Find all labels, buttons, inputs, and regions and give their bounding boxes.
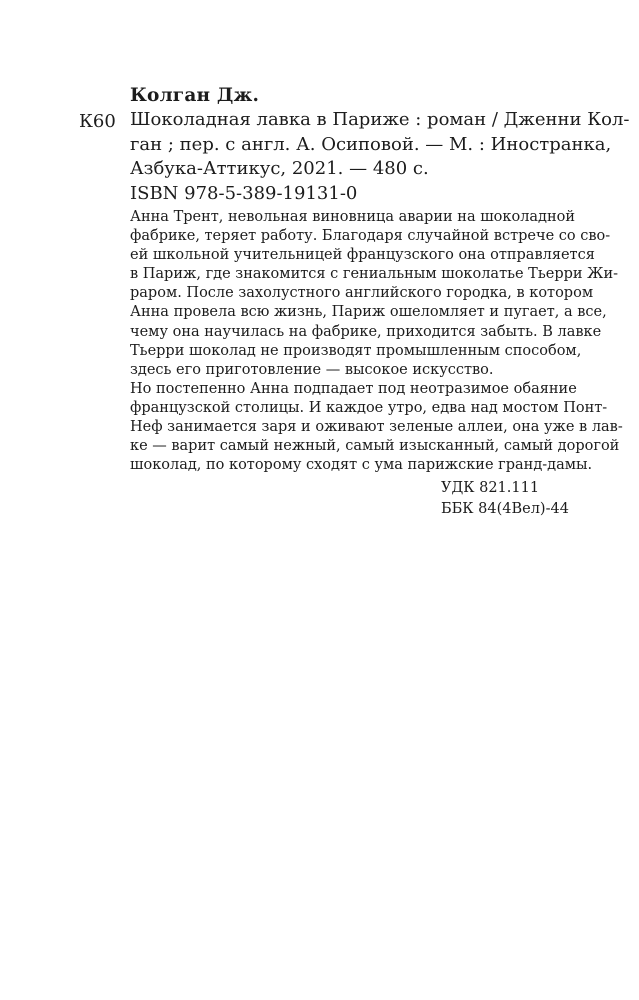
bib-line: ган ; пер. с англ. А. Осиповой. — М. : Иностранка,	[130, 133, 612, 155]
annotation-line: раром. После захолустного английского городка, в котором	[130, 285, 594, 302]
annotation-line: шоколад, по которому сходят с ума парижские гранд-дамы.	[130, 457, 593, 474]
annotation	[130, 208, 623, 475]
udk-index: УДК 821.111	[441, 480, 540, 496]
author-heading: Колган Дж.	[130, 85, 260, 106]
annotation-line: в Париж, где знакомится с гениальным шоколатье Тьерри Жи-	[130, 266, 619, 283]
bibliographic-description	[130, 108, 630, 206]
bbk-index: ББК 84(4Вел)-44	[441, 501, 569, 517]
annotation-line: французской столицы. И каждое утро, едва над мостом Понт-	[130, 399, 608, 416]
annotation-line: ей школьной учительницей французского она отправляется	[130, 247, 595, 264]
bib-line: Шоколадная лавка в Париже : роман / Дженни Кол-	[130, 109, 630, 130]
annotation-line: Анна провела всю жизнь, Париж ошеломляет и пугает, а все,	[130, 304, 607, 321]
call-number: К60	[79, 111, 116, 132]
annotation-line: Тьерри шоколад не производят промышленным способом,	[130, 342, 582, 359]
classification-indices	[441, 478, 569, 520]
annotation-line: здесь его приготовление — высокое искусство.	[130, 361, 494, 378]
annotation-line: Анна Трент, невольная виновница аварии на шоколадной	[130, 209, 576, 225]
bib-line: Азбука-Аттикус, 2021. — 480 с.	[130, 158, 429, 179]
isbn: ISBN 978-5-389-19131-0	[130, 182, 358, 204]
annotation-line: Неф занимается заря и оживают зеленые аллеи, она уже в лав-	[130, 419, 623, 436]
annotation-line: Но постепенно Анна подпадает под неотразимое обаяние	[130, 380, 577, 397]
annotation-line: ке — варит самый нежный, самый изысканный, самый дорогой	[130, 438, 620, 455]
annotation-line: фабрике, теряет работу. Благодаря случайной встрече со сво-	[130, 228, 611, 245]
annotation-line: чему она научилась на фабрике, приходится забыть. В лавке	[130, 323, 602, 340]
